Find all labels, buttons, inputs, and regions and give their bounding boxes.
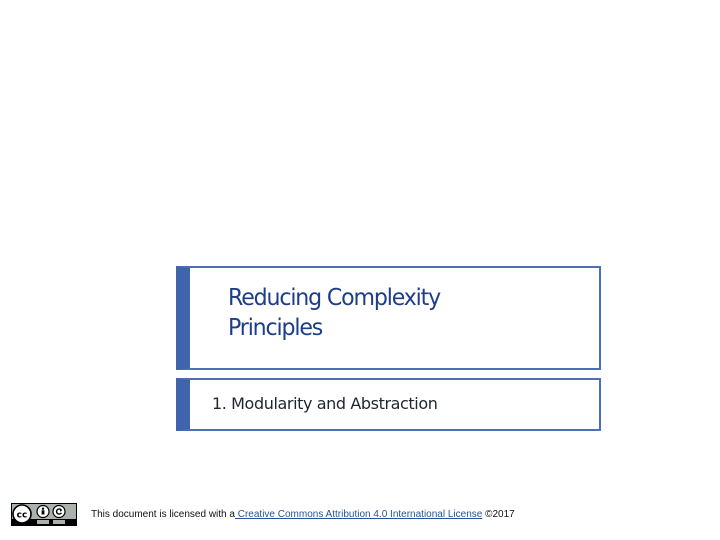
slide-title-line-1: Reducing Complexity — [228, 285, 441, 311]
copyright-text: ©2017 — [482, 509, 515, 520]
title-box — [176, 266, 601, 370]
slide-title-line-2: Principles — [228, 315, 323, 341]
license-note — [91, 508, 515, 521]
license-prefix: This document is licensed with a — [91, 509, 235, 520]
slide-subtitle: 1. Modularity and Abstraction — [212, 394, 438, 413]
svg-text:cc: cc — [16, 510, 28, 521]
subtitle-box — [176, 378, 601, 431]
cc-by-sa-license-icon — [11, 503, 77, 526]
license-link[interactable]: Creative Commons Attribution 4.0 International License — [234, 509, 483, 520]
slide-title — [228, 283, 440, 343]
